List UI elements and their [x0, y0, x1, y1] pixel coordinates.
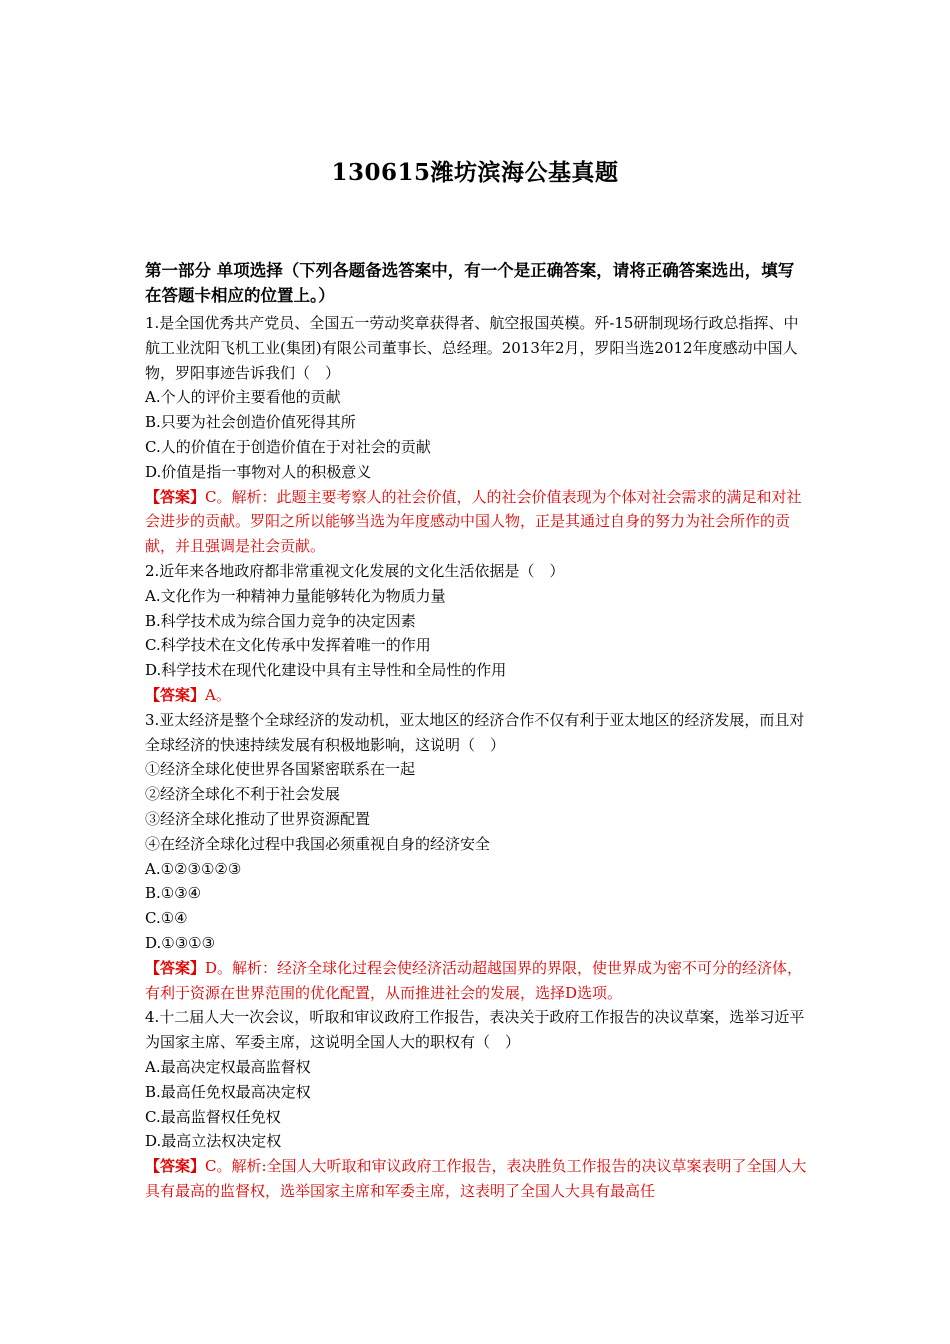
- answer-explanation: [145, 956, 810, 1006]
- option-a: A.最高决定权最高监督权: [145, 1057, 311, 1076]
- option-d: D.①③①③: [145, 933, 216, 952]
- option-d: D.最高立法权决定权: [145, 1132, 282, 1151]
- option-d: D.价值是指一事物对人的积极意义: [145, 462, 372, 481]
- answer-text: A。: [205, 685, 231, 704]
- statement-1: ①经济全球化使世界各国紧密联系在一起: [145, 760, 416, 779]
- answer-tag: 【答案】: [145, 487, 206, 506]
- answer-tag: 【答案】: [145, 685, 206, 704]
- option-c: C.最高监督权任免权: [145, 1107, 281, 1126]
- answer-tag: 【答案】: [145, 958, 206, 977]
- document-body: [145, 258, 810, 1204]
- option-c: C.①④: [145, 909, 188, 928]
- question-stem: 1.是全国优秀共产党员、全国五一劳动奖章获得者、航空报国英模。歼-15研制现场行政总指挥、中航工业沈阳飞机工业(集团)有限公司董事长、总经理。2013年2月，罗阳当选2012年度感动中国人物，罗阳事迹告诉我们（ ）: [145, 314, 799, 382]
- option-b: B.只要为社会创造价值死得其所: [145, 413, 356, 432]
- statement-2: ②经济全球化不利于社会发展: [145, 785, 341, 804]
- option-b: B.最高任免权最高决定权: [145, 1082, 311, 1101]
- option-a: A.①②③①②③: [145, 859, 242, 878]
- statement-4: ④在经济全球化过程中我国必须重视自身的经济安全: [145, 834, 491, 853]
- answer-tag: 【答案】: [145, 1157, 206, 1176]
- answer-text: D。解析：经济全球化过程会使经济活动超越国界的界限，使世界成为密不可分的经济体，有利于资源在世界范围的优化配置，从而推进社会的发展，选择D选项。: [145, 958, 803, 1002]
- question-stem: 2.近年来各地政府都非常重视文化发展的文化生活依据是（ ）: [145, 561, 565, 580]
- option-c: C.科学技术在文化传承中发挥着唯一的作用: [145, 636, 431, 655]
- question-stem: 4.十二届人大一次会议，听取和审议政府工作报告，表决关于政府工作报告的决议草案，选举习近平为国家主席、军委主席，这说明全国人大的职权有（ ）: [145, 1008, 805, 1052]
- option-b: B.科学技术成为综合国力竞争的决定因素: [145, 611, 416, 630]
- answer-explanation: [145, 683, 810, 708]
- section-heading: 第一部分 单项选择（下列各题备选答案中，有一个是正确答案，请将正确答案选出，填写在答题卡相应的位置上。）: [145, 261, 795, 305]
- question-1: [145, 311, 810, 559]
- statement-3: ③经济全球化推动了世界资源配置: [145, 809, 371, 828]
- answer-text: C。解析：此题主要考察人的社会价值，人的社会价值表现为个体对社会需求的满足和对社会进步的贡献。罗阳之所以能够当选为年度感动中国人物，正是其通过自身的努力为社会所作的贡献，并且强调是社会贡献。: [145, 487, 802, 556]
- answer-explanation: [145, 1154, 810, 1204]
- question-2: [145, 559, 810, 708]
- question-4: [145, 1005, 810, 1203]
- answer-text: C。解析:全国人大听取和审议政府工作报告，表决胜负工作报告的决议草案表明了全国人大具有最高的监督权，选举国家主席和军委主席，这表明了全国人大具有最高任: [145, 1157, 807, 1200]
- answer-explanation: [145, 485, 810, 559]
- option-a: A.个人的评价主要看他的贡献: [145, 388, 341, 407]
- document-title: 130615潍坊滨海公基真题: [331, 159, 619, 186]
- option-b: B.①③④: [145, 884, 202, 903]
- option-d: D.科学技术在现代化建设中具有主导性和全局性的作用: [145, 661, 507, 680]
- question-3: [145, 708, 810, 1006]
- question-stem: 3.亚太经济是整个全球经济的发动机，亚太地区的经济合作不仅有利于亚太地区的经济发展，而且对全球经济的快速持续发展有积极地影响，这说明（ ）: [145, 710, 805, 754]
- option-c: C.人的价值在于创造价值在于对社会的贡献: [145, 437, 431, 456]
- option-a: A.文化作为一种精神力量能够转化为物质力量: [145, 586, 446, 605]
